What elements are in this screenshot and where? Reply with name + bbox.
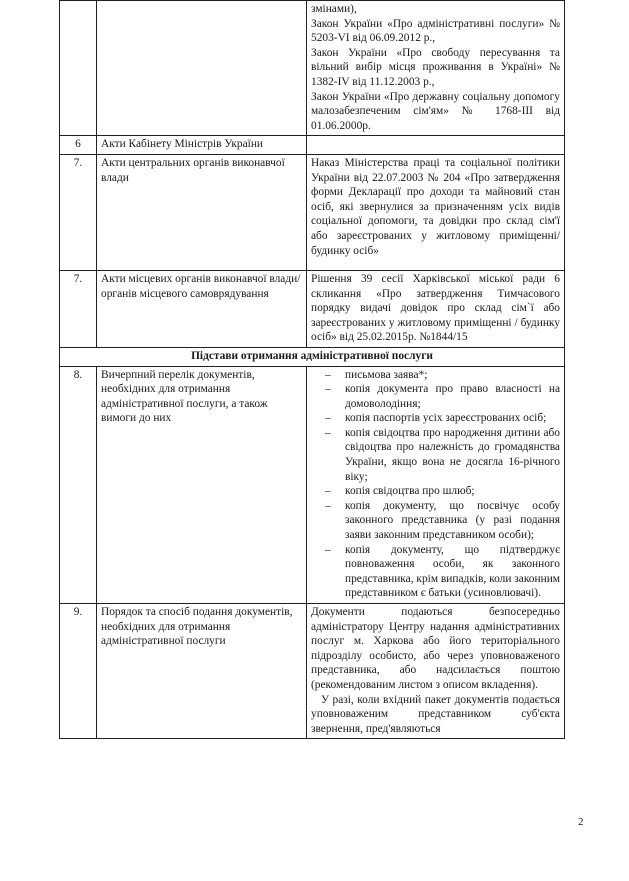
cell-laws [307,1,565,136]
row-label: Акти місцевих органів виконавчої влади/органів місцевого самоврядування [97,270,307,347]
section-title: Підстави отримання адміністративної послуги [60,347,565,366]
row-value: Рішення 39 сесії Харківської міської ради 6 скликання «Про затвердження Тимчасового порядку видачі довідок про склад сім`ї або зареєстрованих у житловому приміщенні / будинку осіб» від 25.02.2015р. №1844/15 [307,270,565,347]
row-label: Порядок та спосіб подання документів, необхідних для отримання адміністративної послуги [97,604,307,739]
submission-cell [307,604,565,739]
list-item: – письмова заява*; [325,368,428,381]
row-label: Вичерпний перелік документів, необхідних для отримання адміністративної послуги, а також вимоги до них [97,366,307,604]
table-row-7b [60,270,565,347]
row-number: 7. [60,154,97,270]
section-header-row [60,347,565,366]
list-item: – копія документу, що підтверджує повноваження особи, як законного представника, крім випадків, коли законним представником є батьки (усиновлювачі). [325,543,560,600]
row-label: Акти Кабінету Міністрів України [97,136,307,155]
row-number: 8. [60,366,97,604]
cell-empty-label [97,1,307,136]
row-number: 9. [60,604,97,739]
row-number: 7. [60,270,97,347]
law-text-2: Закон України «Про свободу пересування та вільний вибір місця проживання в Україні» № 1382-IV від 11.12.2003 р., [311,46,560,88]
cell-empty-num [60,1,97,136]
page-number: 2 [578,816,584,828]
row-number: 6 [60,136,97,155]
document-list-cell [307,366,565,604]
submission-paragraph-1: Документи подаються безпосередньо адміністратору Центру надання адміністративних послуг м. Харкова або його територіального підрозділу особисто, або через уповноваженого представника, або надсилається поштою (рекомендованим листом з описом вкладення). [311,606,560,691]
list-item: – копія паспортів усіх зареєстрованих осіб; [325,412,547,425]
document-table [59,0,565,739]
law-text-1: Закон України «Про адміністративні послуги» № 5203-VI від 06.09.2012 р., [311,17,560,45]
list-item: – копія документа про право власності на домоволодіння; [325,383,560,410]
submission-paragraph-2: У разі, коли вхідний пакет документів подається уповноваженим представником суб'єкта звернення, пред'являються [311,693,560,735]
row-value [307,136,565,155]
table-row-8 [60,366,565,604]
table-row-7a [60,154,565,270]
law-text-0: змінами), [311,3,357,15]
row-value: Наказ Міністерства праці та соціальної політики України від 22.07.2003 № 204 «Про затвердження форми Декларації про доходи та майновий стан осіб, які звернулися за призначенням усіх видів соціальної допомоги, та довідки про склад сім'ї або зареєстрованих у житловому приміщенні/будинку осіб» [307,154,565,270]
law-text-3: Закон України «Про державну соціальну допомогу малозабезпеченим сім'ям» № 1768-III від 01.06.2000р. [311,90,560,132]
table-row-6 [60,136,565,155]
list-item: – копія свідоцтва про народження дитини або свідоцтва про належність до громадянства України, якщо вона не досягла 16-річного віку; [325,426,560,483]
table-row-9 [60,604,565,739]
list-item: – копія свідоцтва про шлюб; [325,485,475,498]
table-row-laws [60,1,565,136]
row-label: Акти центральних органів виконавчої влади [97,154,307,270]
document-list [311,368,560,602]
list-item: – копія документу, що посвічує особу законного представника (у разі подання заяви законним представником особи); [325,499,560,542]
